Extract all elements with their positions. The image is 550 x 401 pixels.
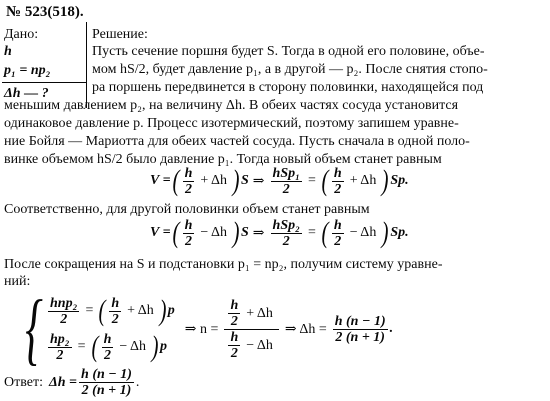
system-row2-close: ): [151, 330, 159, 363]
formula2-h-over-2: [183, 218, 195, 249]
answer-num: h (n − 1): [81, 366, 132, 382]
system-row2-open: (: [91, 330, 99, 363]
system-row2-den: 2: [56, 347, 64, 363]
formula-volume-2: [150, 216, 409, 250]
formula1-plus-b: + Δh: [349, 173, 377, 188]
formula1-lhs: V =: [150, 173, 171, 188]
system-n-num-plus: + Δh: [246, 305, 273, 321]
system-row1-lhs: [48, 296, 79, 327]
problem-number: № 523(518).: [6, 4, 84, 20]
formula1-h-over-2-b: [332, 166, 344, 197]
system-row2-2: 2: [103, 347, 111, 363]
system-row1-plus: + Δh: [127, 303, 154, 318]
system-row1-h: h: [111, 295, 120, 311]
system-n-fraction: [224, 298, 278, 361]
system-n-den-h-over-2: [228, 330, 240, 361]
formula2-arrow: ⇒: [252, 225, 265, 241]
solution-title: Решение:: [92, 27, 148, 42]
system-brace: {: [25, 285, 43, 373]
system-row2-minus: − Δh: [119, 339, 147, 354]
formula1-denominator: 2: [282, 181, 290, 197]
solution-line-1: Пусть сечение поршня будет S. Тогда в одной его половине, объе-: [92, 44, 485, 59]
system-n-num-2: 2: [230, 313, 238, 329]
formula-volume-1: [150, 164, 409, 198]
system-row1-num: hnp₂: [50, 295, 78, 311]
system-row2-num: hp₂: [50, 331, 70, 347]
formula2-open-paren-2: (: [321, 216, 329, 249]
formula1-numerator: hSp₁: [272, 165, 300, 181]
system-n-den-h: h: [230, 329, 239, 345]
given-h: h: [4, 44, 12, 59]
solution-after-line-1: После сокращения на S и подстановки p₁ = np₂, получим систему уравне-: [4, 257, 443, 272]
system-n-denominator: [224, 330, 278, 361]
system-row2-lhs: [48, 332, 72, 363]
system-row1-eq: =: [85, 303, 94, 318]
answer-fraction: [79, 367, 134, 398]
system-row2-h-over-2: [102, 332, 114, 363]
answer-den: 2 (n + 1): [81, 382, 132, 398]
equation-system: [18, 285, 394, 373]
formula1-close-paren-2: ): [381, 164, 389, 197]
system-n-num-h: h: [230, 297, 239, 313]
formula2-h-over-2-b: [332, 218, 344, 249]
formula1-h: h: [184, 165, 193, 181]
formula2-open-paren: (: [172, 216, 180, 249]
given-vertical-rule: [86, 22, 87, 108]
formula2-close-paren: ): [232, 216, 240, 249]
given-divider: [2, 82, 86, 83]
given-find: Δh — ?: [4, 86, 49, 101]
answer-lhs: Δh =: [48, 374, 78, 390]
solution-line-5: одинаковое давление p. Процесс изотермический, поэтому запишем уравне-: [4, 116, 459, 131]
formula2-minus-b: − Δh: [349, 225, 377, 240]
system-row1-open: (: [98, 294, 106, 327]
system-row1-p: p: [167, 303, 175, 318]
formula1-hSp1-fraction: [271, 166, 302, 197]
formula1-plus: + Δh: [200, 173, 227, 188]
formula2-hSp2-fraction: [271, 218, 302, 249]
formula2-minus: − Δh: [200, 225, 227, 240]
answer-label: Ответ:: [4, 374, 43, 390]
system-n-den-2: 2: [230, 345, 238, 361]
formula1-h-b: h: [333, 165, 342, 181]
formula2-2: 2: [184, 233, 192, 249]
formula2-numerator: hSp₂: [272, 217, 300, 233]
formula1-2-b: 2: [334, 181, 342, 197]
formula2-equals: =: [307, 225, 316, 240]
system-row2-p: p: [160, 339, 168, 354]
system-row1-den: 2: [60, 311, 68, 327]
solution-other-half: Соответственно, для другой половинки объем станет равным: [4, 202, 370, 217]
system-row1-h-over-2: [109, 296, 121, 327]
solution-line-7: винке объемом hS/2 было давление p₁. Тогда новый объем станет равным: [4, 152, 442, 167]
formula2-h-b: h: [333, 217, 342, 233]
system-row1-2: 2: [111, 311, 119, 327]
formula2-denominator: 2: [282, 233, 290, 249]
solution-line-6: ние Бойля — Мариотта для обеих частей сосуда. Пусть сначала в одной поло-: [4, 134, 470, 149]
formula1-open-paren: (: [172, 164, 180, 197]
formula2-lhs: V =: [150, 225, 171, 240]
formula1-S: S: [241, 173, 249, 188]
formula2-h: h: [184, 217, 193, 233]
formula1-h-over-2: [183, 166, 195, 197]
system-rows: [46, 293, 175, 365]
system-row2-eq: =: [77, 339, 86, 354]
formula1-close-paren: ): [232, 164, 240, 197]
system-arrow-n: ⇒ n =: [184, 321, 219, 337]
system-n-num-h-over-2: [228, 298, 240, 329]
system-result-dot: .: [389, 321, 394, 336]
system-row-1: [46, 293, 175, 329]
solution-after-line-2: ний:: [4, 274, 31, 289]
formula2-S: S: [241, 225, 249, 240]
system-n-den-minus: − Δh: [246, 337, 273, 353]
system-row1-close: ): [159, 294, 167, 327]
system-result-den: 2 (n + 1): [335, 329, 385, 345]
formula1-2: 2: [184, 181, 192, 197]
given-pressure: p₁ = np₂: [4, 63, 51, 78]
formula2-close-paren-2: ): [381, 216, 389, 249]
system-row-2: [46, 329, 175, 365]
system-n-numerator: [224, 298, 278, 330]
system-arrow-dh: ⇒ Δh =: [284, 321, 327, 337]
formula1-equals: =: [307, 173, 316, 188]
system-result-num: h (n − 1): [334, 313, 386, 329]
formula2-2-b: 2: [334, 233, 342, 249]
system-result-fraction: [333, 314, 388, 345]
solution-line-4: меньшим давлением p₂, на величину Δh. В обеих частях сосуда установится: [4, 98, 459, 113]
solution-line-2: мом hS/2, будет давление p₁, а в другой — p₂. После снятия стопо-: [92, 62, 488, 77]
formula1-arrow: ⇒: [252, 173, 265, 189]
answer-dot: .: [135, 374, 140, 390]
system-row2-h: h: [103, 331, 112, 347]
answer-line: [4, 366, 139, 398]
solution-line-3: ра поршень передвинется в сторону половинки, находящейся под: [92, 80, 484, 95]
formula1-tail: Sp.: [390, 173, 409, 188]
given-title: Дано:: [4, 27, 39, 42]
formula1-open-paren-2: (: [321, 164, 329, 197]
formula2-tail: Sp.: [390, 225, 409, 240]
